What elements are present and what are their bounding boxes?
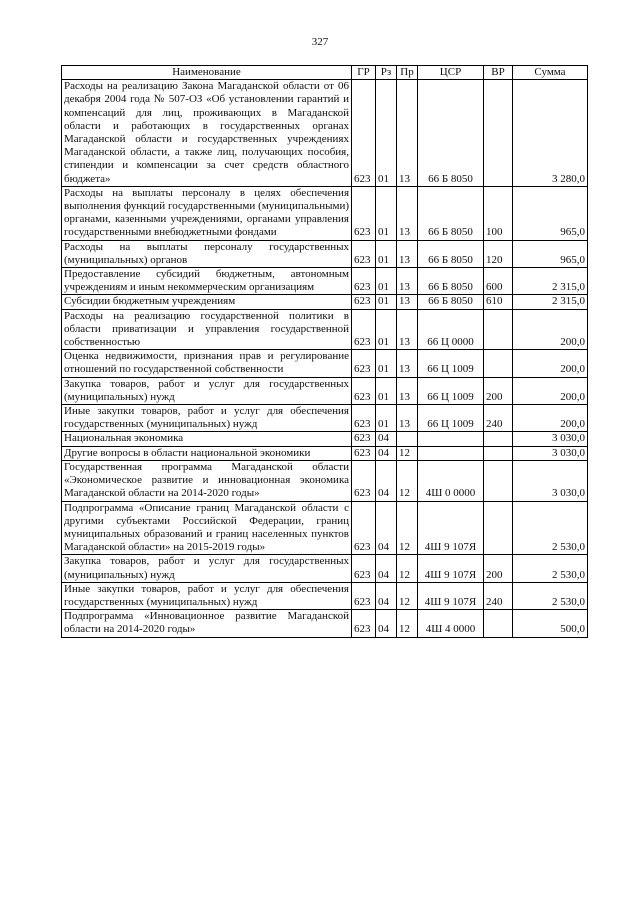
cell-csr: 4Ш 9 107Я <box>418 582 484 609</box>
cell-gr: 623 <box>352 446 376 460</box>
cell-csr: 66 Б 8050 <box>418 295 484 309</box>
cell-name: Закупка товаров, работ и услуг для государственных (муниципальных) нужд <box>62 377 352 404</box>
cell-csr: 66 Б 8050 <box>418 80 484 187</box>
header-vr: ВР <box>484 66 513 80</box>
cell-pr: 12 <box>397 610 418 637</box>
cell-sum: 965,0 <box>513 186 588 240</box>
cell-pr: 13 <box>397 240 418 267</box>
table-row <box>62 460 588 501</box>
cell-gr: 623 <box>352 377 376 404</box>
cell-rz: 04 <box>376 460 397 501</box>
cell-rz: 01 <box>376 186 397 240</box>
cell-sum: 200,0 <box>513 405 588 432</box>
table-row <box>62 295 588 309</box>
cell-gr: 623 <box>352 268 376 295</box>
cell-sum: 3 030,0 <box>513 460 588 501</box>
cell-rz: 04 <box>376 582 397 609</box>
cell-pr: 13 <box>397 186 418 240</box>
cell-gr: 623 <box>352 610 376 637</box>
cell-vr <box>484 446 513 460</box>
header-csr: ЦСР <box>418 66 484 80</box>
cell-rz: 01 <box>376 405 397 432</box>
cell-csr: 66 Б 8050 <box>418 240 484 267</box>
cell-gr: 623 <box>352 582 376 609</box>
cell-csr: 66 Ц 1009 <box>418 350 484 377</box>
header-pr: Пр <box>397 66 418 80</box>
cell-pr <box>397 432 418 446</box>
cell-vr: 240 <box>484 582 513 609</box>
cell-csr: 4Ш 9 107Я <box>418 555 484 582</box>
cell-vr <box>484 501 513 555</box>
cell-gr: 623 <box>352 501 376 555</box>
table-row <box>62 80 588 187</box>
cell-pr: 13 <box>397 405 418 432</box>
header-row <box>62 66 588 80</box>
cell-gr: 623 <box>352 555 376 582</box>
header-gr: ГР <box>352 66 376 80</box>
cell-vr: 200 <box>484 377 513 404</box>
cell-csr <box>418 446 484 460</box>
cell-gr: 623 <box>352 309 376 350</box>
cell-sum: 500,0 <box>513 610 588 637</box>
cell-name: Государственная программа Магаданской области «Экономическое развитие и инновационная экономика Магаданской области на 2014-2020 годы» <box>62 460 352 501</box>
table-row <box>62 309 588 350</box>
cell-sum: 200,0 <box>513 350 588 377</box>
cell-sum: 3 030,0 <box>513 432 588 446</box>
table-row <box>62 350 588 377</box>
cell-name: Другие вопросы в области национальной экономики <box>62 446 352 460</box>
cell-gr: 623 <box>352 432 376 446</box>
cell-sum: 2 315,0 <box>513 295 588 309</box>
cell-csr: 66 Ц 1009 <box>418 405 484 432</box>
cell-name: Расходы на выплаты персоналу государственных (муниципальных) органов <box>62 240 352 267</box>
cell-gr: 623 <box>352 295 376 309</box>
cell-sum: 965,0 <box>513 240 588 267</box>
cell-vr <box>484 432 513 446</box>
cell-vr: 610 <box>484 295 513 309</box>
cell-name: Расходы на реализацию государственной политики в области приватизации и управления государственной собственностью <box>62 309 352 350</box>
cell-vr: 600 <box>484 268 513 295</box>
cell-sum: 2 530,0 <box>513 501 588 555</box>
cell-name: Субсидии бюджетным учреждениям <box>62 295 352 309</box>
cell-csr: 66 Ц 1009 <box>418 377 484 404</box>
cell-name: Закупка товаров, работ и услуг для государственных (муниципальных) нужд <box>62 555 352 582</box>
cell-rz: 04 <box>376 501 397 555</box>
cell-gr: 623 <box>352 240 376 267</box>
table-row <box>62 377 588 404</box>
cell-rz: 04 <box>376 446 397 460</box>
table-row <box>62 405 588 432</box>
cell-pr: 12 <box>397 555 418 582</box>
cell-sum: 200,0 <box>513 377 588 404</box>
cell-gr: 623 <box>352 405 376 432</box>
cell-sum: 200,0 <box>513 309 588 350</box>
cell-rz: 01 <box>376 350 397 377</box>
cell-csr: 66 Б 8050 <box>418 186 484 240</box>
cell-name: Национальная экономика <box>62 432 352 446</box>
cell-name: Расходы на выплаты персоналу в целях обеспечения выполнения функций государственными (муниципальными) органами, казенными учреждениями, органами управления государственными внебюджетными фондами <box>62 186 352 240</box>
cell-name: Подпрограмма «Инновационное развитие Магаданской области на 2014-2020 годы» <box>62 610 352 637</box>
cell-sum: 3 030,0 <box>513 446 588 460</box>
cell-sum: 2 530,0 <box>513 555 588 582</box>
cell-csr: 66 Ц 0000 <box>418 309 484 350</box>
cell-gr: 623 <box>352 80 376 187</box>
cell-pr: 13 <box>397 268 418 295</box>
header-name: Наименование <box>62 66 352 80</box>
table-row <box>62 501 588 555</box>
cell-pr: 13 <box>397 309 418 350</box>
cell-pr: 13 <box>397 350 418 377</box>
cell-pr: 13 <box>397 80 418 187</box>
cell-pr: 13 <box>397 295 418 309</box>
budget-table <box>61 65 588 638</box>
table-row <box>62 268 588 295</box>
cell-rz: 01 <box>376 240 397 267</box>
cell-sum: 2 530,0 <box>513 582 588 609</box>
cell-csr: 4Ш 0 0000 <box>418 460 484 501</box>
cell-vr <box>484 460 513 501</box>
cell-vr: 240 <box>484 405 513 432</box>
cell-gr: 623 <box>352 350 376 377</box>
cell-pr: 12 <box>397 582 418 609</box>
cell-name: Иные закупки товаров, работ и услуг для обеспечения государственных (муниципальных) нужд <box>62 405 352 432</box>
header-rz: Рз <box>376 66 397 80</box>
cell-rz: 01 <box>376 377 397 404</box>
cell-name: Расходы на реализацию Закона Магаданской области от 06 декабря 2004 года № 507-ОЗ «Об установлении гарантий и компенсаций для лиц, проживающих в Магаданской области и работающих в государственных органах Магаданской области и государственных учреждениях Магаданской области, а также лиц, получающих пособия, стипендии и компенсации за счет средств областного бюджета» <box>62 80 352 187</box>
cell-rz: 01 <box>376 309 397 350</box>
cell-vr: 120 <box>484 240 513 267</box>
cell-vr <box>484 80 513 187</box>
cell-rz: 01 <box>376 295 397 309</box>
cell-vr: 100 <box>484 186 513 240</box>
table-body <box>62 80 588 637</box>
cell-vr <box>484 309 513 350</box>
cell-csr: 4Ш 9 107Я <box>418 501 484 555</box>
cell-name: Оценка недвижимости, признания прав и регулирование отношений по государственной собственности <box>62 350 352 377</box>
table-row <box>62 240 588 267</box>
table-row <box>62 446 588 460</box>
cell-gr: 623 <box>352 186 376 240</box>
cell-vr <box>484 350 513 377</box>
cell-pr: 12 <box>397 460 418 501</box>
table-row <box>62 432 588 446</box>
cell-name: Предоставление субсидий бюджетным, автономным учреждениям и иным некоммерческим организациям <box>62 268 352 295</box>
cell-pr: 13 <box>397 377 418 404</box>
cell-rz: 04 <box>376 555 397 582</box>
cell-pr: 12 <box>397 446 418 460</box>
cell-vr: 200 <box>484 555 513 582</box>
page-number: 327 <box>311 36 329 48</box>
table-row <box>62 582 588 609</box>
cell-name: Иные закупки товаров, работ и услуг для обеспечения государственных (муниципальных) нужд <box>62 582 352 609</box>
cell-csr <box>418 432 484 446</box>
cell-gr: 623 <box>352 460 376 501</box>
cell-rz: 04 <box>376 610 397 637</box>
table-row <box>62 555 588 582</box>
cell-rz: 01 <box>376 80 397 187</box>
cell-sum: 2 315,0 <box>513 268 588 295</box>
cell-csr: 66 Б 8050 <box>418 268 484 295</box>
table-row <box>62 610 588 637</box>
table-row <box>62 186 588 240</box>
cell-sum: 3 280,0 <box>513 80 588 187</box>
cell-rz: 04 <box>376 432 397 446</box>
cell-name: Подпрограмма «Описание границ Магаданской области с другими субъектами Российской Федерации, границ муниципальных образований и границ населенных пунктов Магаданской области» на 2015-2019 годы» <box>62 501 352 555</box>
cell-rz: 01 <box>376 268 397 295</box>
header-sum: Сумма <box>513 66 588 80</box>
cell-csr: 4Ш 4 0000 <box>418 610 484 637</box>
cell-vr <box>484 610 513 637</box>
cell-pr: 12 <box>397 501 418 555</box>
